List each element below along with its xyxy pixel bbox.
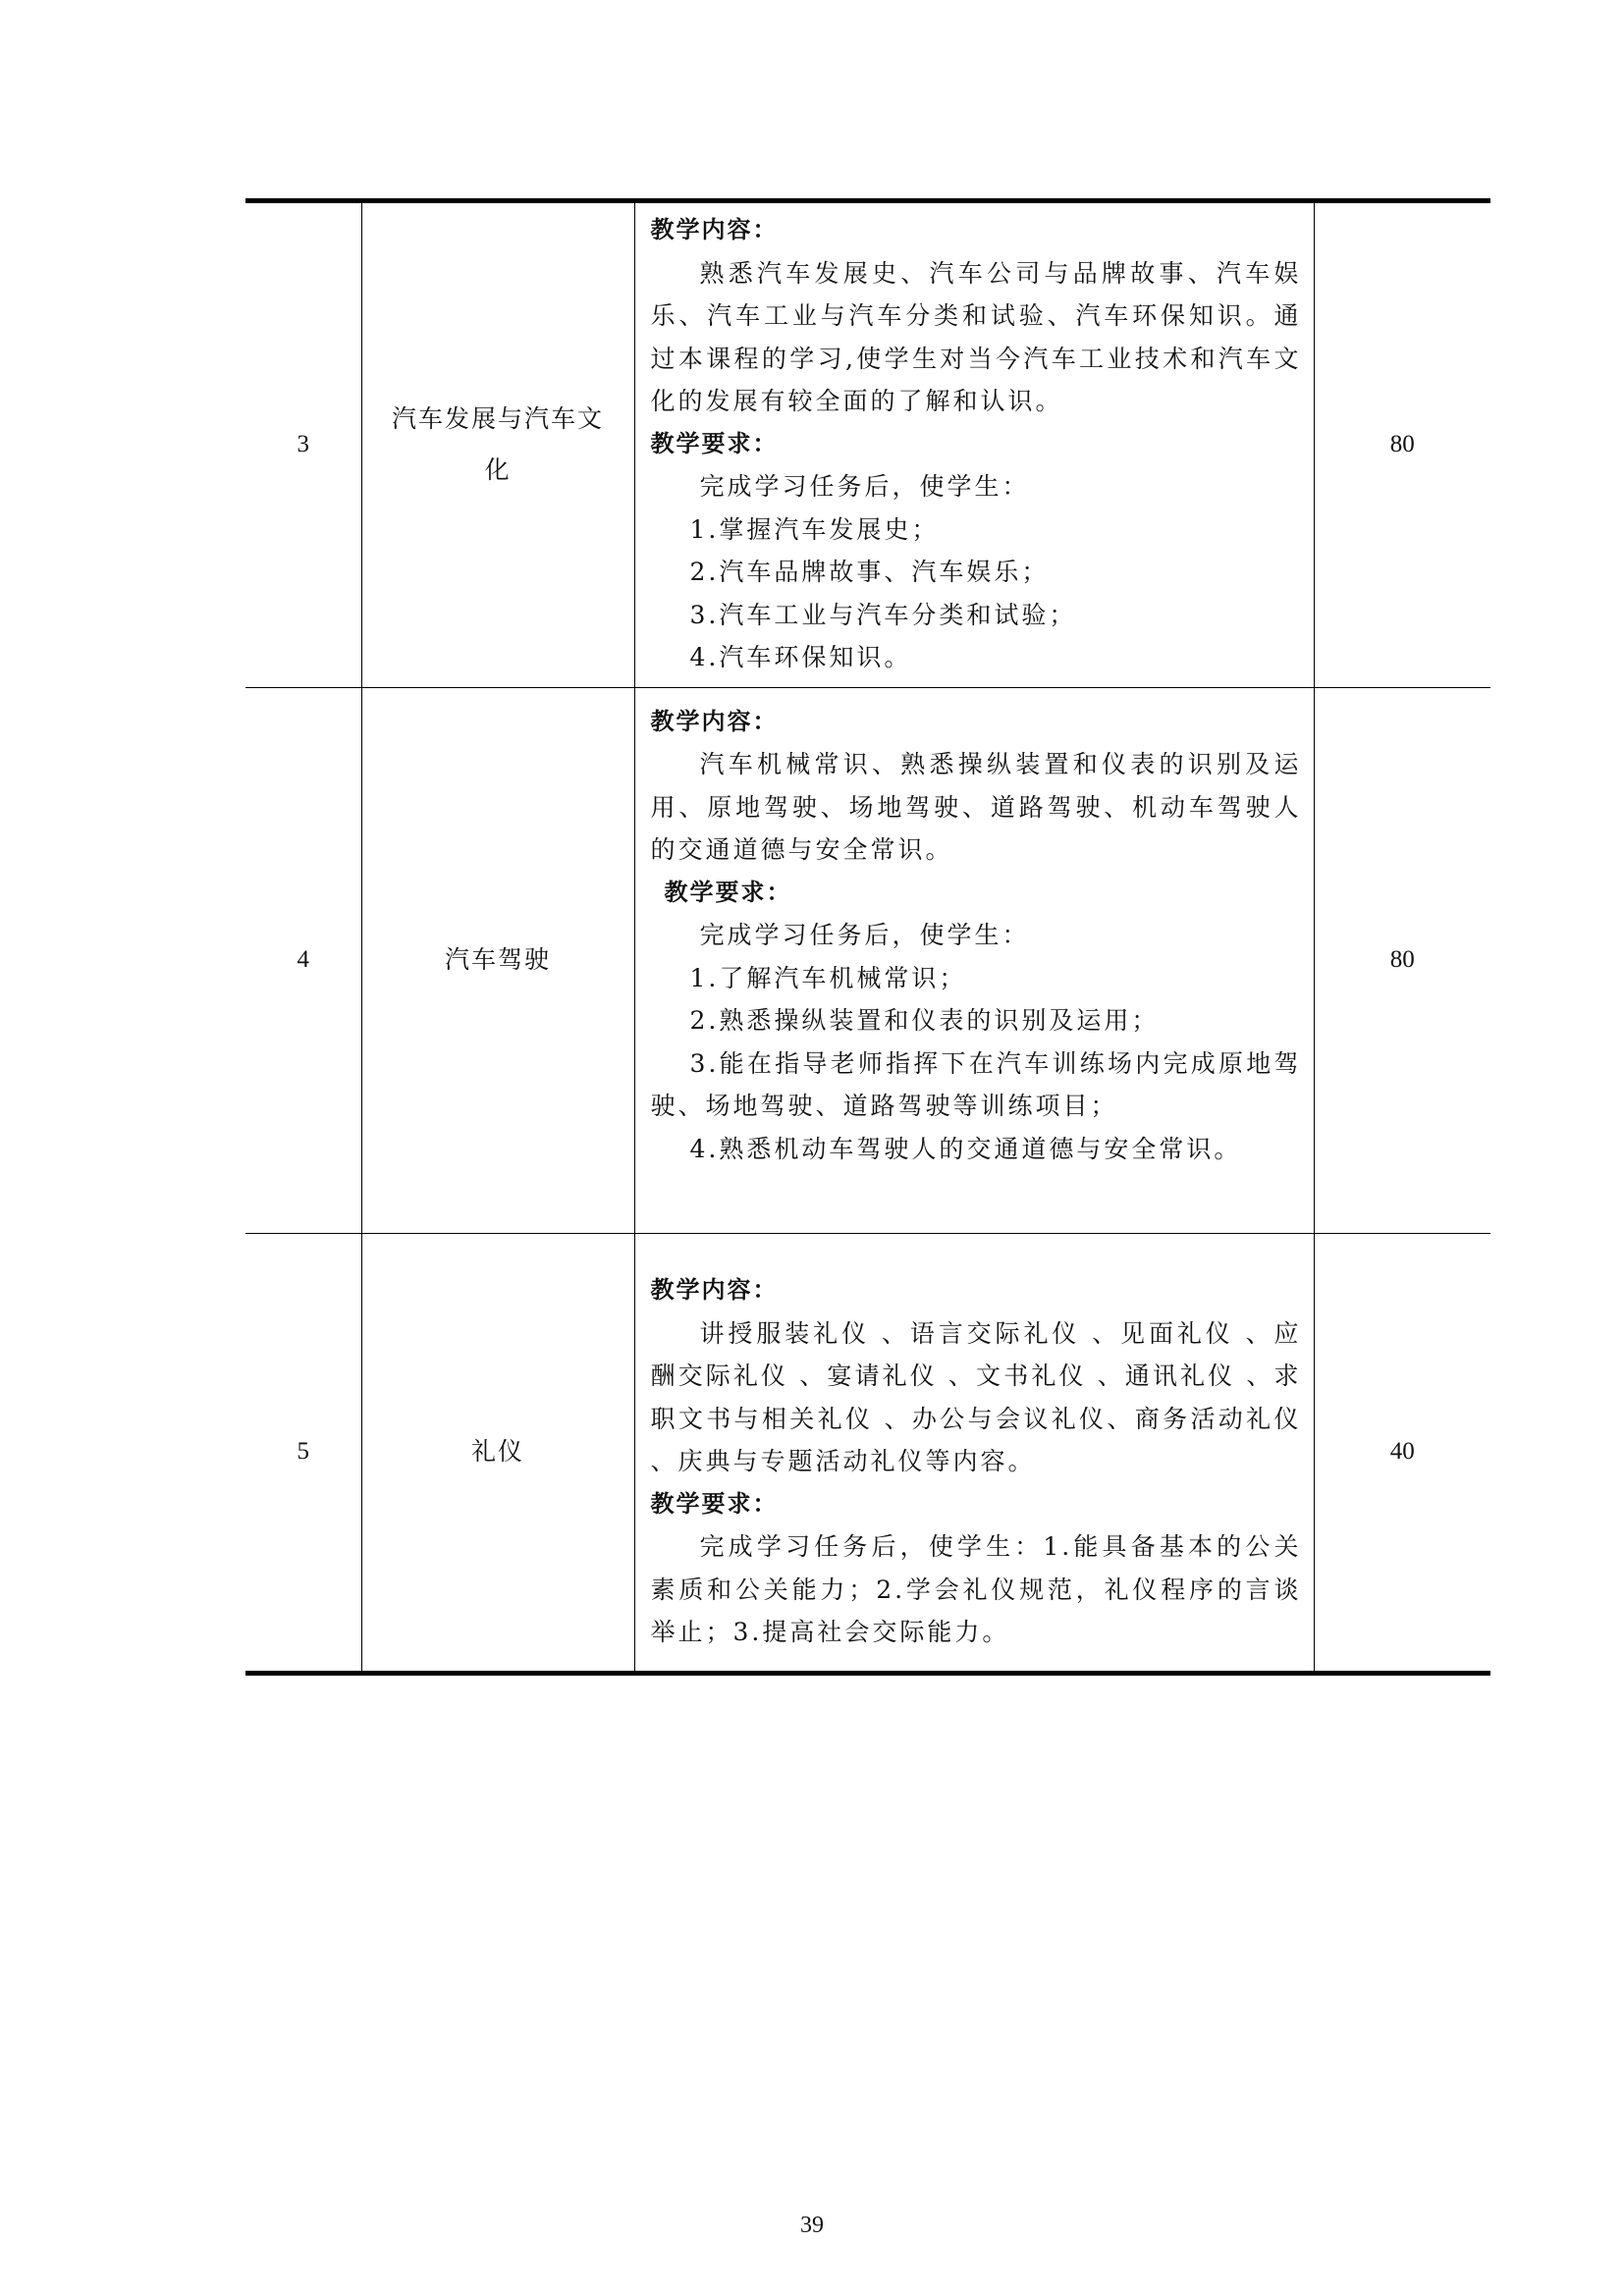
content-heading: 教学内容： <box>650 707 779 735</box>
table-row <box>245 687 1490 1233</box>
page-number: 39 <box>800 2213 824 2238</box>
course-description <box>634 1233 1314 1673</box>
requirement-item: 4.熟悉机动车驾驶人的交通道德与安全常识。 <box>689 1134 1242 1163</box>
requirement-intro: 完成学习任务后，使学生： <box>699 921 1030 950</box>
requirement-item: 4.汽车环保知识。 <box>689 643 912 671</box>
row-number: 4 <box>245 687 361 1233</box>
course-name: 汽车驾驶 <box>361 687 634 1233</box>
requirement-heading: 教学要求： <box>650 1489 779 1518</box>
requirement-item: 2.熟悉操纵装置和仪表的识别及运用； <box>689 1006 1160 1036</box>
course-description <box>634 201 1314 688</box>
requirement-heading: 教学要求： <box>664 878 792 906</box>
requirement-heading: 教学要求： <box>650 429 779 457</box>
requirement-item: 2.汽车品牌故事、汽车娱乐； <box>689 558 1050 586</box>
course-name: 汽车发展与汽车文化 <box>361 201 634 688</box>
table-row <box>245 1233 1490 1673</box>
course-name: 礼仪 <box>361 1233 634 1673</box>
content-text: 熟悉汽车发展史、汽车公司与品牌故事、汽车娱乐、汽车工业与汽车分类和试验、汽车环保知识。通过本课程的学习,使学生对当今汽车工业技术和汽车文化的发展有较全面的了解和认识。 <box>650 258 1302 415</box>
row-number: 5 <box>245 1233 361 1673</box>
requirement-text: 完成学习任务后，使学生：1.能具备基本的公关素质和公关能力；2.学会礼仪规范，礼仪程序的言谈举止；3.提高社会交际能力。 <box>650 1532 1302 1647</box>
requirement-item: 1.了解汽车机械常识； <box>689 963 967 992</box>
course-hours: 80 <box>1314 201 1490 688</box>
course-hours: 40 <box>1314 1233 1490 1673</box>
cell-spacer <box>651 1170 1302 1217</box>
content-heading: 教学内容： <box>650 1276 779 1305</box>
requirement-item: 3.能在指导老师指挥下在汽车训练场内完成原地驾驶、场地驾驶、道路驾驶等训练项目； <box>650 1048 1302 1121</box>
content-text: 讲授服装礼仪 、语言交际礼仪 、见面礼仪 、应酬交际礼仪 、宴请礼仪 、文书礼仪 、通讯礼仪 、求职文书与相关礼仪 、办公与会议礼仪、商务活动礼仪 、庆典与专题活动礼仪等内容。 <box>650 1318 1302 1476</box>
content-heading: 教学内容： <box>650 216 779 243</box>
row-number: 3 <box>245 201 361 688</box>
content-text: 汽车机械常识、熟悉操纵装置和仪表的识别及运用、原地驾驶、场地驾驶、道路驾驶、机动车驾驶人的交通道德与安全常识。 <box>650 750 1302 865</box>
requirement-item: 1.掌握汽车发展史； <box>689 514 940 544</box>
course-description <box>634 687 1314 1233</box>
table-row <box>245 201 1490 688</box>
requirement-item: 3.汽车工业与汽车分类和试验； <box>689 600 1077 629</box>
course-hours: 80 <box>1314 687 1490 1233</box>
requirement-intro: 完成学习任务后，使学生： <box>699 472 1030 501</box>
curriculum-table <box>245 198 1490 1676</box>
cell-spacer <box>651 1248 1302 1269</box>
